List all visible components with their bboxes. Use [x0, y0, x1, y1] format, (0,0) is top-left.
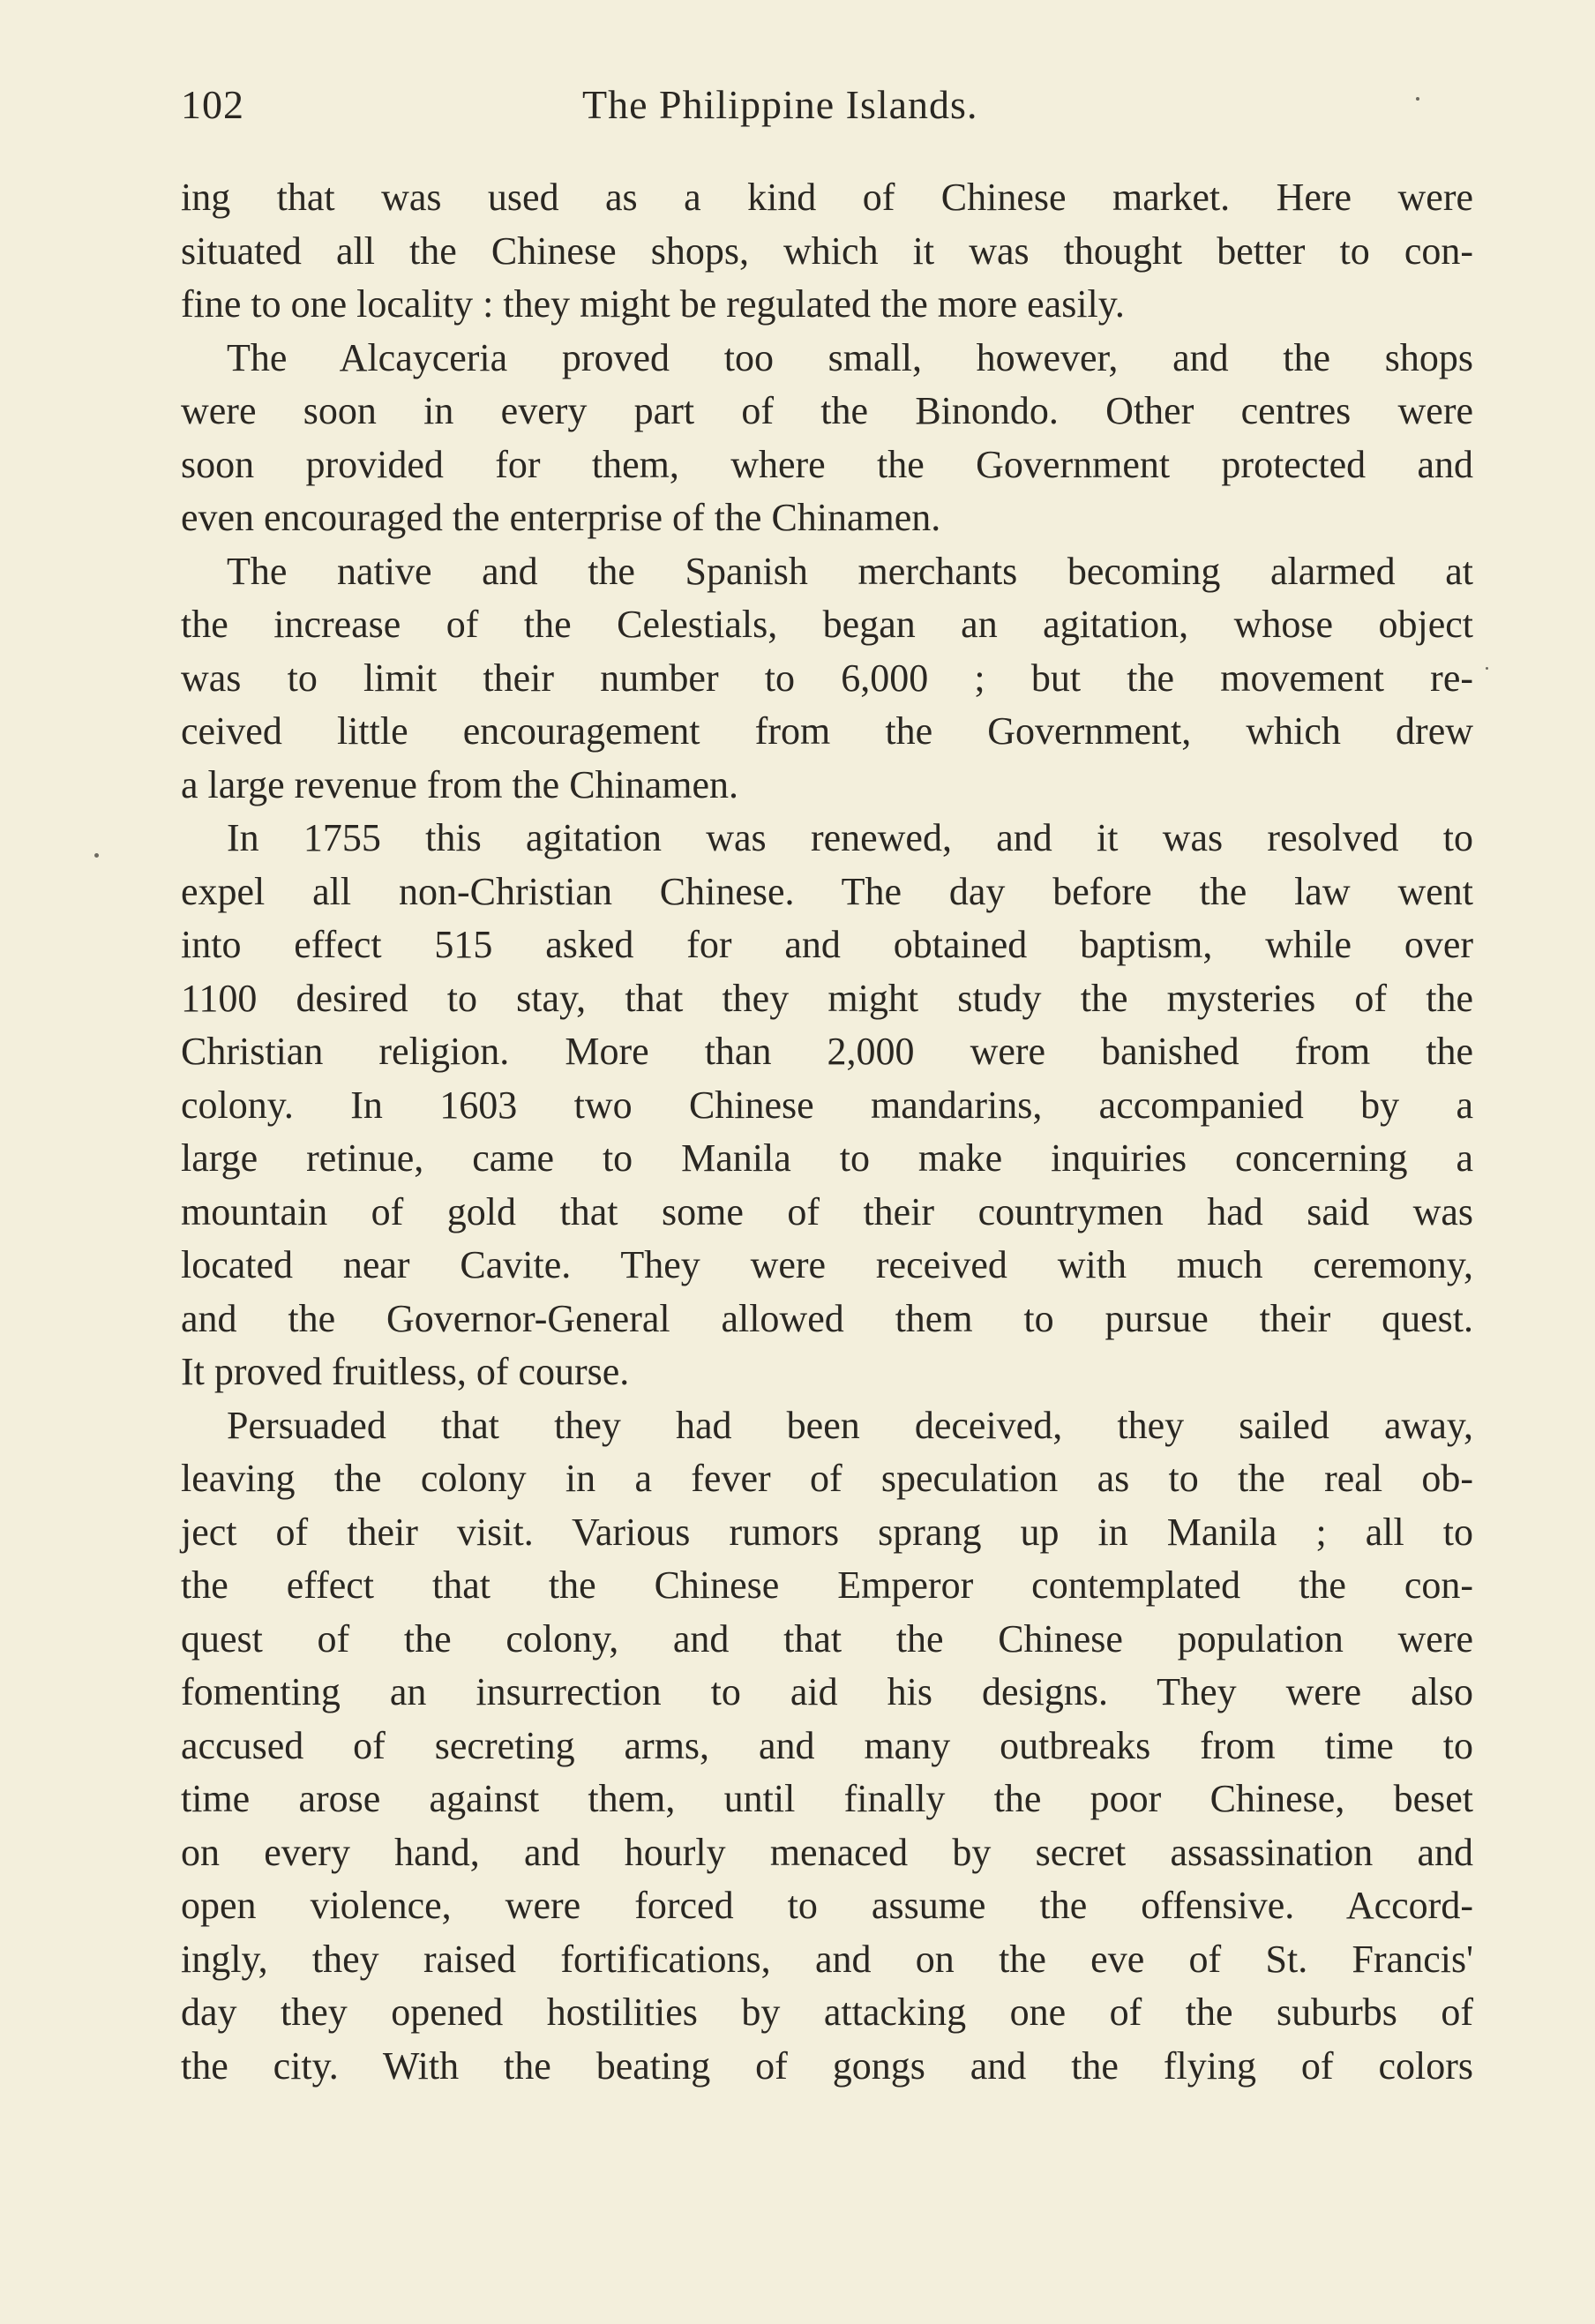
text-line: day they opened hostilities by attacking one of the suburbs of — [181, 1990, 1473, 2034]
page-header — [181, 81, 1473, 143]
text-line: on every hand, and hourly menaced by secret assassination and — [181, 1830, 1473, 1874]
text-line: situated all the Chinese shops, which it was thought better to con- — [181, 229, 1473, 273]
text-line: 1100 desired to stay, that they might study the mysteries of the — [181, 976, 1473, 1020]
text-line: Christian religion. More than 2,000 were banished from the — [181, 1030, 1473, 1073]
text-line: a large revenue from the Chinamen. — [181, 762, 739, 806]
text-line: accused of secreting arms, and many outbreaks from time to — [181, 1723, 1473, 1767]
text-line: The Alcayceria proved too small, however, and the shops — [227, 335, 1473, 379]
text-line: and the Governor-General allowed them to pursue their quest. — [181, 1296, 1473, 1340]
text-line: time arose against them, until finally the poor Chinese, beset — [181, 1777, 1473, 1820]
text-line: Persuaded that they had been deceived, they sailed away, — [227, 1403, 1473, 1447]
text-line: located near Cavite. They were received with much ceremony, — [181, 1243, 1473, 1286]
text-line: mountain of gold that some of their countrymen had said was — [181, 1189, 1473, 1233]
text-line: the effect that the Chinese Emperor contemplated the con- — [181, 1563, 1473, 1607]
text-line: fine to one locality : they might be regulated the more easily. — [181, 282, 1125, 326]
text-line: ingly, they raised fortifications, and on the eve of St. Francis' — [181, 1937, 1473, 1981]
text-line: The native and the Spanish merchants becoming alarmed at — [227, 549, 1473, 593]
text-line: ceived little encouragement from the Government, which drew — [181, 709, 1473, 753]
text-line: was to limit their number to 6,000 ; but the movement re- — [181, 656, 1473, 700]
text-line: open violence, were forced to assume the offensive. Accord- — [181, 1884, 1473, 1927]
text-line: In 1755 this agitation was renewed, and it was resolved to — [227, 816, 1473, 859]
paper-speck — [1486, 667, 1488, 670]
paper-speck — [1416, 97, 1419, 101]
text-line: into effect 515 asked for and obtained baptism, while over — [181, 923, 1473, 966]
text-line: ject of their visit. Various rumors sprang up in Manila ; all to — [181, 1510, 1473, 1554]
paper-speck — [94, 853, 99, 858]
page-number: 102 — [181, 82, 244, 127]
text-line: quest of the colony, and that the Chinese population were — [181, 1616, 1473, 1661]
running-head: The Philippine Islands. — [582, 82, 978, 127]
text-line: fomenting an insurrection to aid his designs. They were also — [181, 1670, 1473, 1713]
text-line: the city. With the beating of gongs and the flying of colors — [181, 2043, 1473, 2088]
text-line: colony. In 1603 two Chinese mandarins, accompanied by a — [181, 1083, 1473, 1127]
text-line: were soon in every part of the Binondo. Other centres were — [181, 389, 1473, 432]
text-line: soon provided for them, where the Government protected and — [181, 442, 1473, 486]
text-line: ing that was used as a kind of Chinese market. Here were — [181, 176, 1473, 219]
text-line: the increase of the Celestials, began an agitation, whose object — [181, 603, 1473, 646]
text-line: It proved fruitless, of course. — [181, 1350, 630, 1393]
text-line: even encouraged the enterprise of the Chinamen. — [181, 496, 941, 539]
text-line: expel all non-Christian Chinese. The day before the law went — [181, 869, 1473, 913]
text-line: large retinue, came to Manila to make inquiries concerning a — [181, 1136, 1473, 1180]
text-line: leaving the colony in a fever of speculation as to the real ob- — [181, 1457, 1473, 1500]
body-text — [181, 171, 1473, 2093]
